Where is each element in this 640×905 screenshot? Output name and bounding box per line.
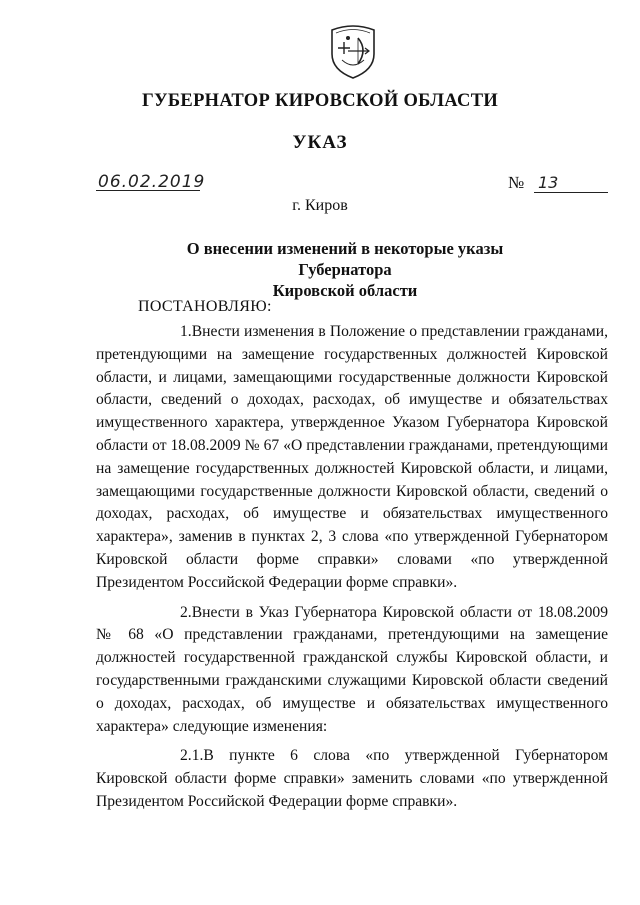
paragraph-number: 2. [180, 603, 192, 621]
date-field [96, 172, 206, 192]
paragraph-1 [96, 321, 608, 595]
document-type: УКАЗ [292, 132, 348, 153]
number-underline [534, 192, 608, 193]
coat-of-arms-icon [328, 20, 378, 80]
paragraph-text: Внести изменения в Положение о представлении гражданами, претендующими на замещение государственных должностей Кировской области, и лицами, замещающими государственные должности Кировской области, сведений о доходах, расходах, об имуществе и обязательствах имущественного характера, утвержденное Указом Губернатора Кировской области от 18.08.2009 № 67 «О представлении гражданами, претендующими на замещение государственных должностей Кировской области, и лицами, замещающими государственные должности Кировской области, сведений о доходах, расходах, об имуществе и обязательствах имущественного характера», заменив в пунктах 2, 3 слова «по утвержденной Губернатором Кировской области форме справки» словами «по утвержденной Президентом Российской Федерации форме справки». [96, 323, 608, 591]
issuing-authority: ГУБЕРНАТОР КИРОВСКОЙ ОБЛАСТИ [141, 91, 499, 111]
number-sign: № [508, 173, 525, 192]
paragraph-2 [96, 602, 608, 739]
handwritten-date: 06.02.2019 [98, 172, 206, 192]
city-line: г. Киров [292, 197, 348, 214]
decree-subject [140, 238, 550, 301]
decree-word: ПОСТАНОВЛЯЮ: [138, 298, 272, 315]
paragraph-text: Внести в Указ Губернатора Кировской области от 18.08.2009 № 68 «О представлении гражданами, претендующими на замещение должностей государственной гражданской службы Кировской области, и государственными гражданскими служащими Кировской области сведений о доходах, расходах, об имуществе и обязательствах имущественного характера» следующие изменения: [96, 603, 608, 735]
paragraph-2-1 [96, 745, 608, 813]
paragraph-number: 1. [180, 323, 192, 340]
subject-line-2: Кировской области [272, 281, 418, 300]
handwritten-number: 13 [538, 173, 559, 192]
paragraph-number: 2.1. [180, 747, 204, 765]
decree-body [96, 321, 608, 814]
paragraph-text: В пункте 6 слова «по утвержденной Губернатором Кировской области форме справки» заменить словами «по утвержденной Президентом Российской Федерации форме справки». [96, 747, 608, 810]
document-number-field [508, 173, 608, 195]
subject-line-1: О внесении изменений в некоторые указы Губернатора [186, 239, 504, 279]
